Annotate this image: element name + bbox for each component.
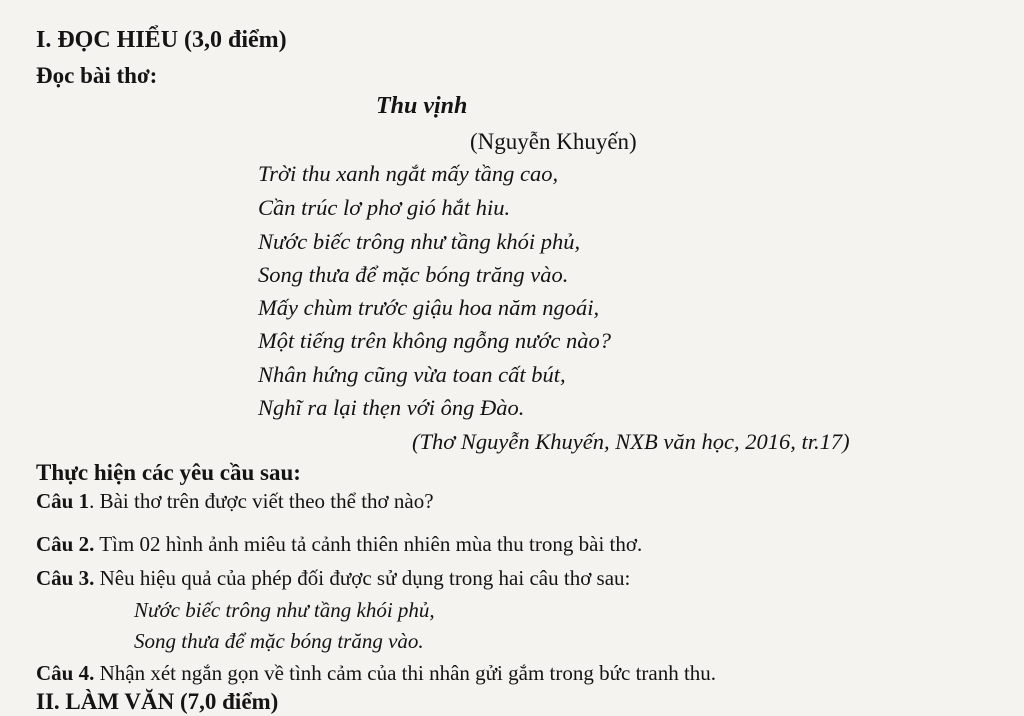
next-section-heading-cutoff: II. LÀM VĂN (7,0 điểm) [36,689,279,714]
poem-line: Nước biếc trông như tầng khói phủ, [258,229,581,254]
quoted-poem-line: Nước biếc trông như tầng khói phủ, [134,598,435,622]
question-text: Nhận xét ngắn gọn về tình cảm của thi nhân gửi gắm trong bức tranh thu. [94,661,717,685]
poem-source: (Thơ Nguyễn Khuyến, NXB văn học, 2016, tr.17) [412,429,850,454]
poem-author: (Nguyễn Khuyến) [470,129,637,154]
poem-title: Thu vịnh [376,93,468,119]
tasks-heading: Thực hiện các yêu cầu sau: [36,460,301,485]
section-heading: I. ĐỌC HIỂU (3,0 điểm) [36,27,287,53]
poem-line: Một tiếng trên không ngỗng nước nào? [258,328,611,353]
poem-line: Nhân hứng cũng vừa toan cất bút, [258,362,566,387]
poem-line: Trời thu xanh ngắt mấy tầng cao, [258,161,559,186]
poem-line: Nghĩ ra lại thẹn với ông Đào. [258,395,525,420]
question-text: Nêu hiệu quả của phép đối được sử dụng trong hai câu thơ sau: [94,566,631,590]
question-label: Câu 4. [36,661,95,685]
poem-line: Song thưa để mặc bóng trăng vào. [258,262,569,287]
question-label: Câu 3. [36,566,95,590]
poem-line: Mấy chùm trước giậu hoa năm ngoái, [258,295,600,320]
question-4 [36,659,716,687]
question-1 [36,487,434,515]
read-poem-label: Đọc bài thơ: [36,63,158,88]
question-text: Tìm 02 hình ảnh miêu tả cảnh thiên nhiên mùa thu trong bài thơ. [94,532,643,556]
question-2 [36,530,642,558]
question-text: . Bài thơ trên được viết theo thể thơ nào? [89,489,434,513]
question-3 [36,564,630,592]
quoted-poem-line: Song thưa để mặc bóng trăng vào. [134,629,424,653]
question-label: Câu 1 [36,489,90,513]
poem-line: Cần trúc lơ phơ gió hắt hiu. [258,195,511,220]
question-label: Câu 2. [36,532,95,556]
